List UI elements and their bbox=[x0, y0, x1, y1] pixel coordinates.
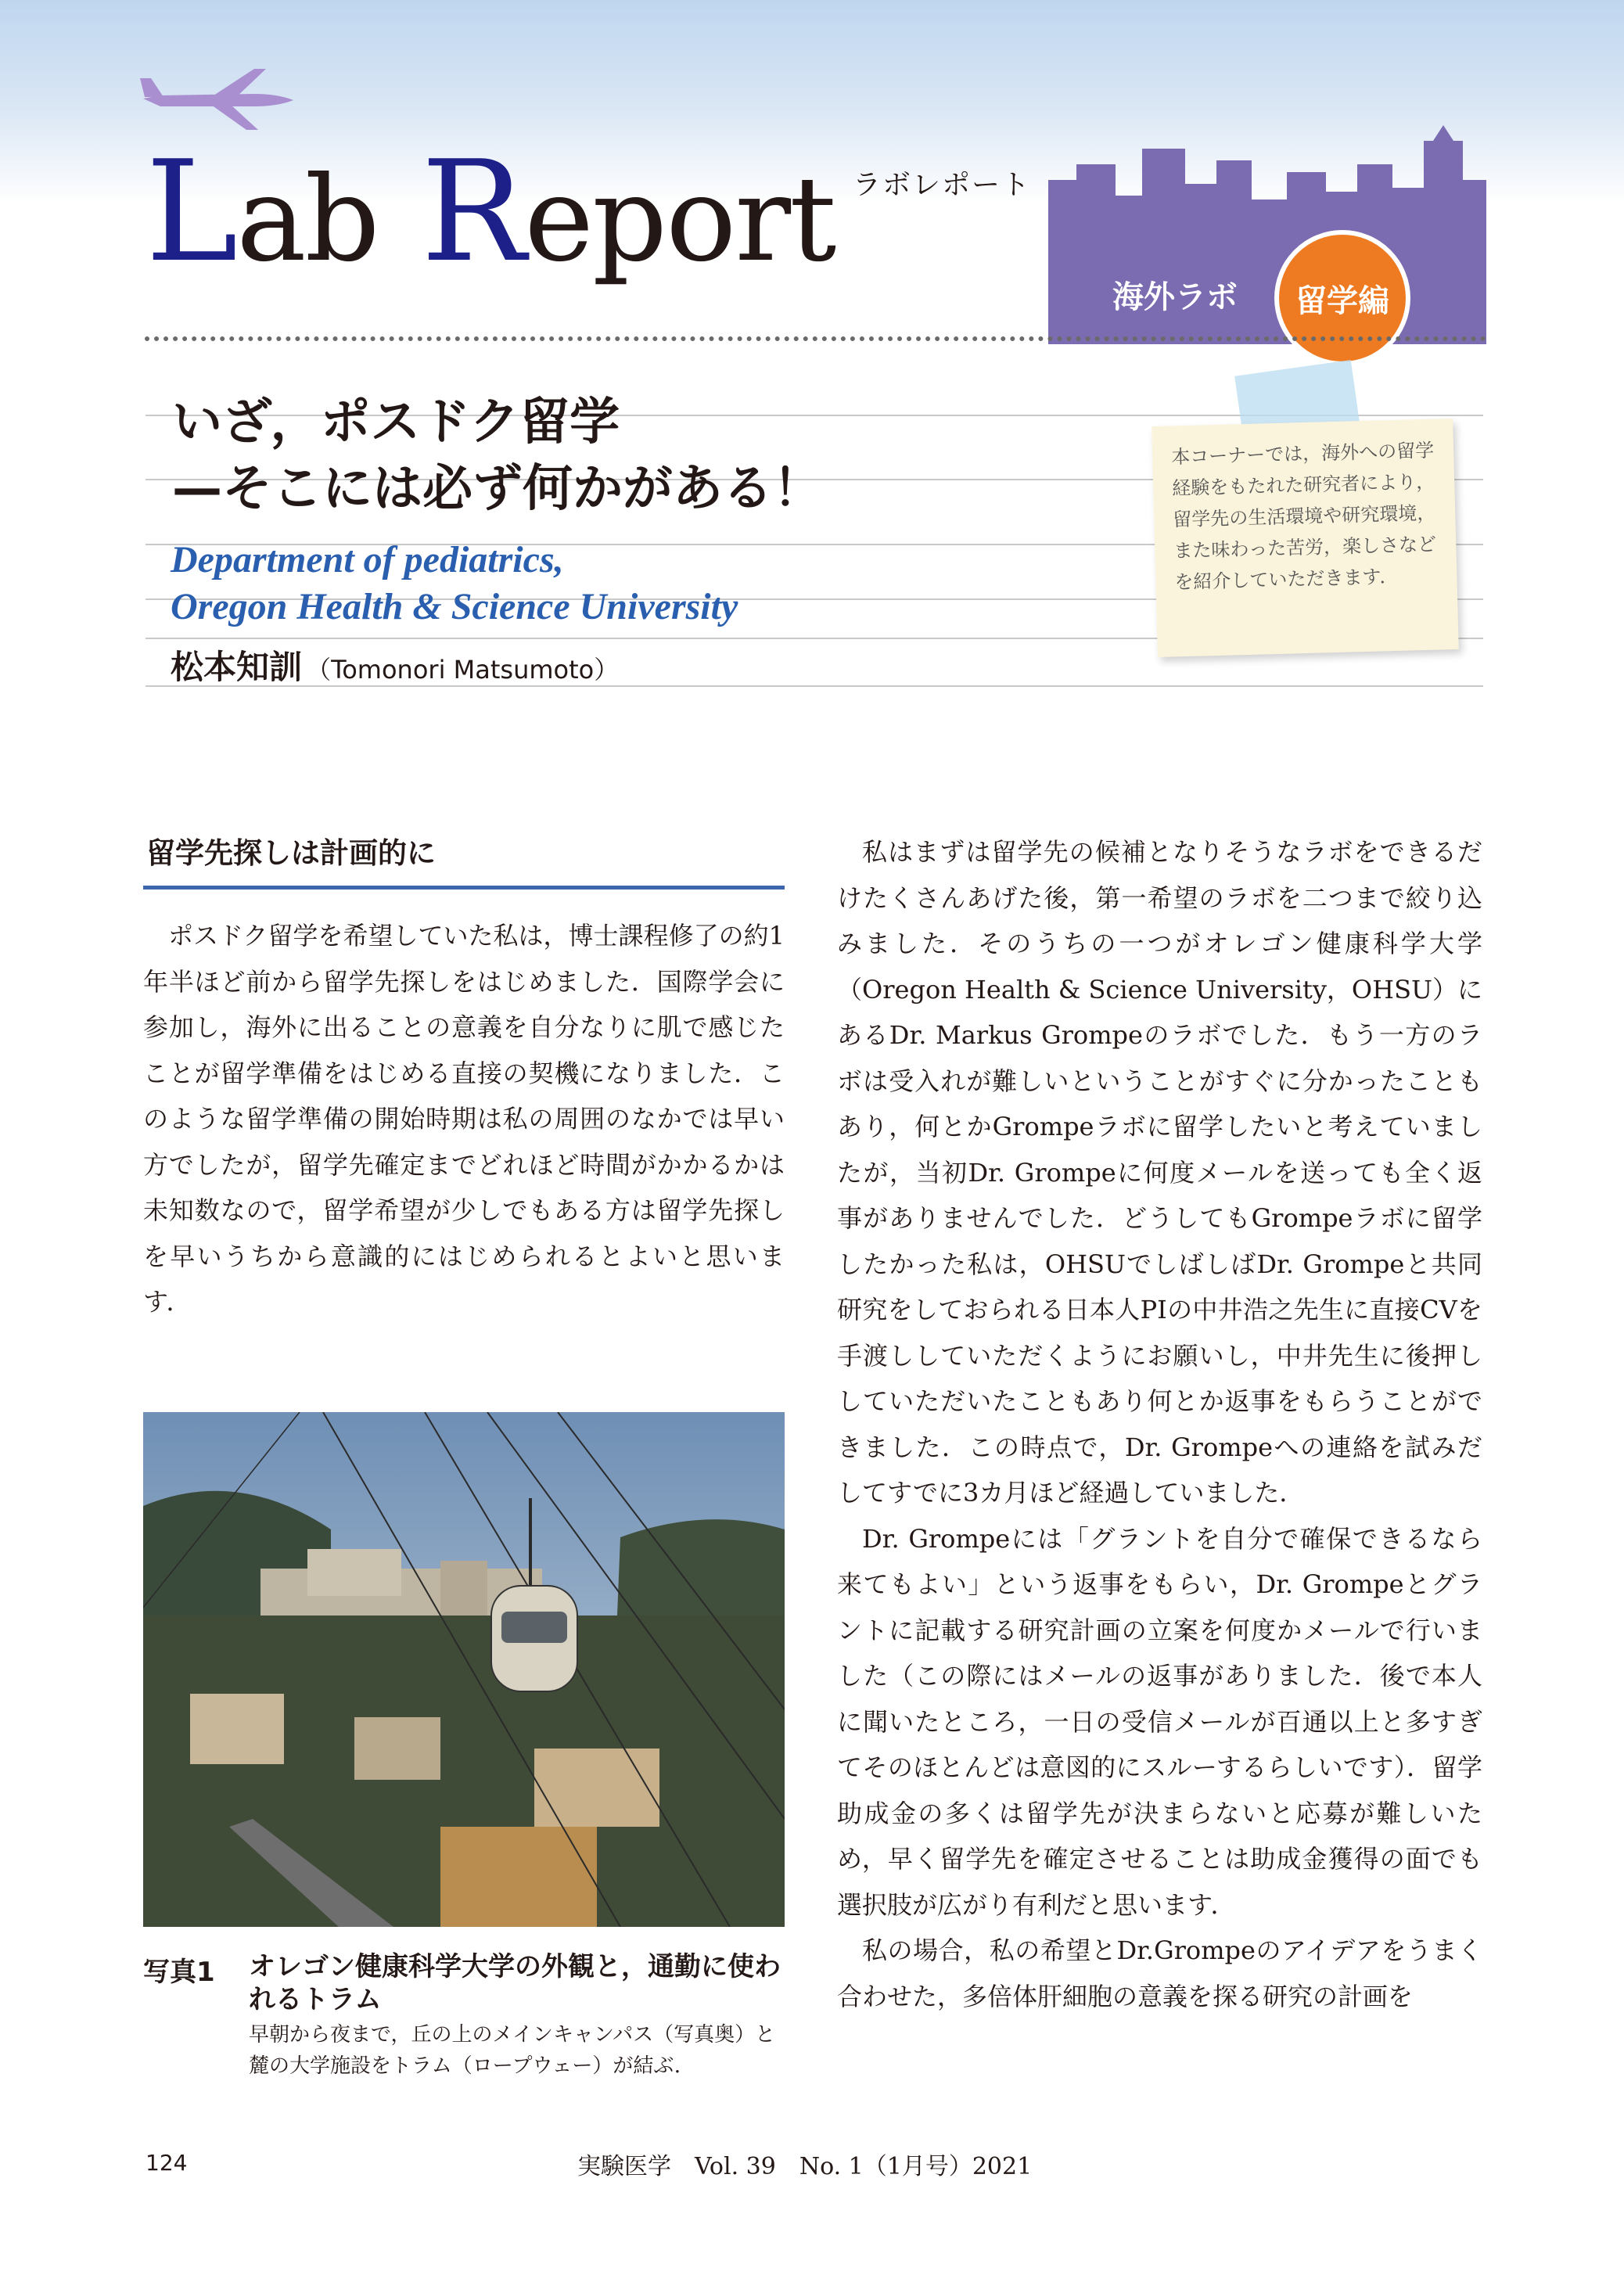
affiliation-line: Oregon Health & Science University bbox=[171, 586, 738, 627]
page-number: 124 bbox=[146, 2150, 188, 2176]
category-badge: 留学編 bbox=[1279, 235, 1406, 361]
journal-citation: 実験医学 Vol. 39 No. 1（1月号）2021 bbox=[577, 2153, 1033, 2180]
corner-intro-text: 本コーナーでは，海外への留学経験をもたれた研究者により，留学先の生活環境や研究環境，また味わった苦労，楽しさなどを紹介していただきます． bbox=[1170, 439, 1437, 594]
body-paragraph: 私の場合，私の希望とDr.Grompeのアイデアをうまく合わせた，多倍体肝細胞の意義を探る研究の計画を bbox=[837, 1935, 1482, 2011]
left-column bbox=[143, 829, 785, 1325]
affiliation-line: Department of pediatrics, bbox=[171, 539, 564, 580]
photo-caption bbox=[143, 1950, 785, 2082]
category-label: 海外ラボ bbox=[1112, 279, 1238, 315]
section-heading: 留学先探しは計画的に bbox=[143, 829, 785, 890]
affiliation bbox=[171, 537, 738, 631]
body-paragraph: Dr. Grompeには「グラントを自分で確保できるなら来てもよい」という返事をもらい，Dr. Grompeとグラントに記載する研究計画の立案を何度かメールで行いました（この際にはメールの返事がありました．後で本人に聞いたところ，一日の受信メールが百通以上と多すぎてそのほとんどは意図的にスルーするらしいです）．留学助成金の多くは留学先が決まらないと応募が難しいため，早く留学先を確定させることは助成金獲得の面でも選択肢が広がり有利だと思います． bbox=[837, 1523, 1482, 1920]
caption-description: 早朝から夜まで，丘の上のメインキャンパス（写真奥）と麓の大学施設をトラム（ロープウェー）が結ぶ． bbox=[249, 2023, 776, 2078]
article-title bbox=[172, 390, 823, 523]
right-column bbox=[837, 829, 1482, 2019]
corner-intro-note bbox=[1152, 419, 1459, 657]
body-paragraph: ポスドク留学を希望していた私は，博士課程修了の約1年半ほど前から留学先探しをはじめました．国際学会に参加し，海外に出ることの意義を自分なりに肌で感じたことが留学準備をはじめる直接の契機になりました．このような留学準備の開始時期は私の周囲のなかでは早い方でしたが，留学先確定までどれほど時間がかかるかは未知数なので，留学希望が少しでもある方は留学先探しを早いうちから意識的にはじめられるとよいと思います． bbox=[143, 921, 785, 1317]
oregon-tram-photo bbox=[143, 1412, 785, 1927]
lab-report-subtitle: ラボレポート bbox=[853, 169, 1032, 201]
author-byline bbox=[171, 642, 619, 688]
caption-label: 写真1 bbox=[143, 1957, 215, 1988]
article-title-line: いざ，ポスドク留学 bbox=[172, 394, 620, 451]
article-title-line: —そこには必ず何かがある！ bbox=[172, 460, 823, 518]
header-dotted-divider bbox=[145, 336, 1486, 341]
airplane-icon bbox=[137, 63, 301, 141]
author-name-ja: 松本知訓 bbox=[171, 648, 303, 686]
author-name-en: （Tomonori Matsumoto） bbox=[306, 655, 620, 685]
lab-report-logo: Lab Report bbox=[146, 131, 835, 293]
body-paragraph: 私はまずは留学先の候補となりそうなラボをできるだけたくさんあげた後，第一希望のラボを二つまで絞り込みました．そのうちの一つがオレゴン健康科学大学（Oregon Health & Science University，OHSU）にあるDr. Markus Grompeのラボでした．もう一方のラボは受入れが難しいということがすぐに分かったこともあり，何とかGrompeラボに留学したいと考えていましたが，当初Dr. Grompeに何度メールを送っても全く返事がありませんでした．どうしてもGrompeラボに留学したかった私は，OHSUでしばしばDr. Grompeと共同研究をしておられる日本人PIの中井浩之先生に直接CVを手渡ししていただくようにお願いし，中井先生に後押ししていただいたこともあり何とか返事をもらうことができました．この時点で，Dr. Grompeへの連絡を試みだしてすでに3カ月ほど経過していました． bbox=[837, 837, 1482, 1508]
caption-title: オレゴン健康科学大学の外観と，通勤に使われるトラム bbox=[249, 1951, 781, 2015]
